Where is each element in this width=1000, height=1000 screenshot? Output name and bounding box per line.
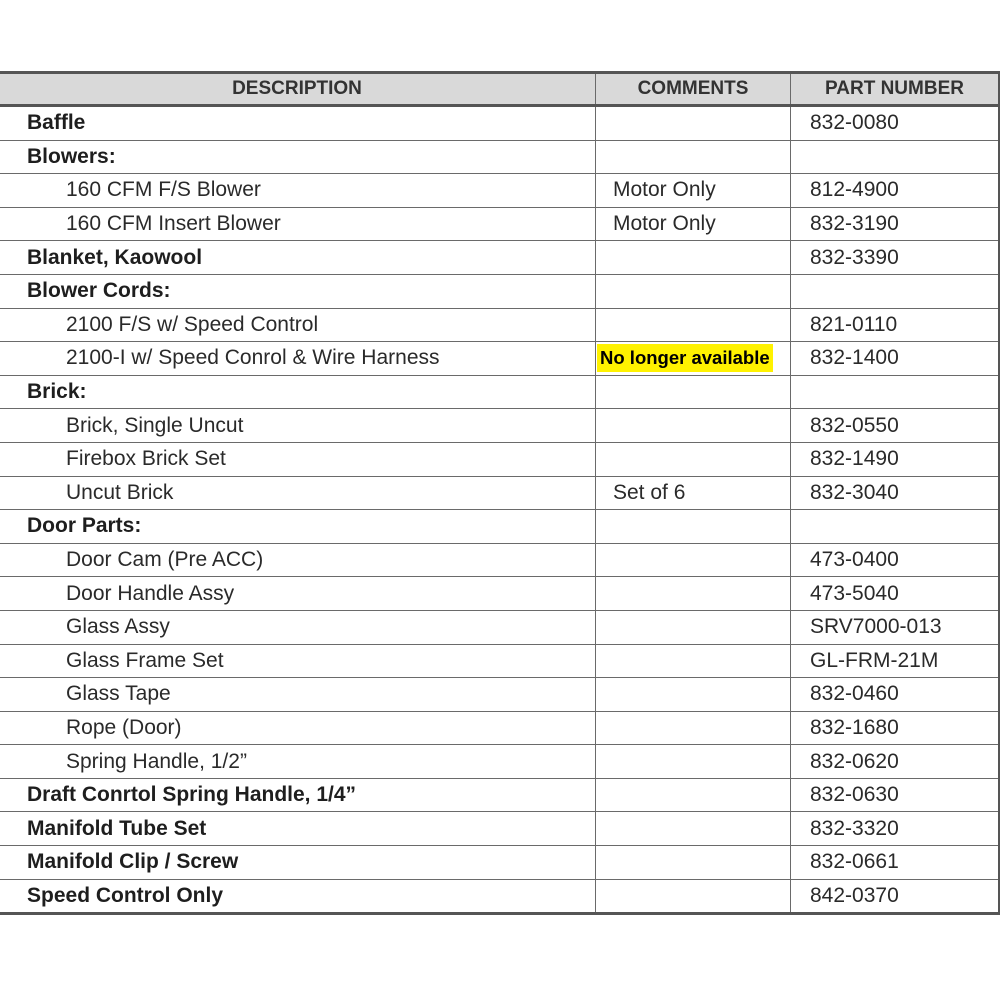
part-number-cell: 832-0550 bbox=[791, 409, 1000, 443]
table-row bbox=[0, 409, 1000, 443]
comments-cell bbox=[596, 711, 791, 745]
comments-cell bbox=[596, 846, 791, 880]
description-cell: Spring Handle, 1/2” bbox=[0, 745, 596, 779]
comments-cell bbox=[596, 745, 791, 779]
part-number-cell bbox=[791, 510, 1000, 544]
part-number-cell bbox=[791, 375, 1000, 409]
table-row bbox=[0, 442, 1000, 476]
description-cell: Glass Tape bbox=[0, 678, 596, 712]
description-cell: Door Handle Assy bbox=[0, 577, 596, 611]
table-row bbox=[0, 207, 1000, 241]
table-row bbox=[0, 879, 1000, 914]
table-row bbox=[0, 241, 1000, 275]
part-number-cell: 832-0661 bbox=[791, 846, 1000, 880]
part-number-cell: GL-FRM-21M bbox=[791, 644, 1000, 678]
table-row bbox=[0, 644, 1000, 678]
comments-cell bbox=[596, 778, 791, 812]
description-cell: Door Parts: bbox=[0, 510, 596, 544]
table-row bbox=[0, 812, 1000, 846]
part-number-cell: 832-1490 bbox=[791, 442, 1000, 476]
comments-cell bbox=[596, 106, 791, 141]
table-row bbox=[0, 274, 1000, 308]
part-number-cell: 473-0400 bbox=[791, 543, 1000, 577]
comments-header: COMMENTS bbox=[596, 73, 791, 106]
comments-cell bbox=[596, 812, 791, 846]
table-row bbox=[0, 577, 1000, 611]
table-row bbox=[0, 106, 1000, 141]
comments-cell bbox=[596, 577, 791, 611]
description-cell: Draft Conrtol Spring Handle, 1/4” bbox=[0, 778, 596, 812]
part-number-cell: 832-1680 bbox=[791, 711, 1000, 745]
part-number-cell: 832-0080 bbox=[791, 106, 1000, 141]
comments-cell bbox=[596, 409, 791, 443]
description-cell: Speed Control Only bbox=[0, 879, 596, 914]
comments-cell bbox=[596, 140, 791, 174]
table-row bbox=[0, 174, 1000, 208]
description-cell: Rope (Door) bbox=[0, 711, 596, 745]
description-cell: Manifold Tube Set bbox=[0, 812, 596, 846]
part-number-header: PART NUMBER bbox=[791, 73, 1000, 106]
table-row bbox=[0, 510, 1000, 544]
comments-cell: Motor Only bbox=[596, 174, 791, 208]
part-number-cell: 832-3040 bbox=[791, 476, 1000, 510]
comments-cell bbox=[596, 375, 791, 409]
description-cell: 160 CFM Insert Blower bbox=[0, 207, 596, 241]
table-row bbox=[0, 711, 1000, 745]
part-number-cell: 832-3190 bbox=[791, 207, 1000, 241]
header-row bbox=[0, 73, 1000, 106]
comments-cell: Motor Only bbox=[596, 207, 791, 241]
table-row bbox=[0, 745, 1000, 779]
comments-cell bbox=[596, 342, 791, 376]
description-cell: Blanket, Kaowool bbox=[0, 241, 596, 275]
part-number-cell: 842-0370 bbox=[791, 879, 1000, 914]
description-cell: 160 CFM F/S Blower bbox=[0, 174, 596, 208]
table-row bbox=[0, 342, 1000, 376]
part-number-cell: 832-3320 bbox=[791, 812, 1000, 846]
table-row bbox=[0, 678, 1000, 712]
description-cell: Brick, Single Uncut bbox=[0, 409, 596, 443]
comments-cell bbox=[596, 678, 791, 712]
comments-cell bbox=[596, 879, 791, 914]
part-number-cell: 832-1400 bbox=[791, 342, 1000, 376]
comments-cell bbox=[596, 543, 791, 577]
description-cell: Door Cam (Pre ACC) bbox=[0, 543, 596, 577]
table-row bbox=[0, 846, 1000, 880]
description-cell: Baffle bbox=[0, 106, 596, 141]
part-number-cell: 832-0620 bbox=[791, 745, 1000, 779]
part-number-cell: 473-5040 bbox=[791, 577, 1000, 611]
description-cell: Manifold Clip / Screw bbox=[0, 846, 596, 880]
part-number-cell: 832-3390 bbox=[791, 241, 1000, 275]
part-number-cell: 832-0630 bbox=[791, 778, 1000, 812]
description-cell: Firebox Brick Set bbox=[0, 442, 596, 476]
description-cell: Blower Cords: bbox=[0, 274, 596, 308]
table-row bbox=[0, 778, 1000, 812]
comments-cell bbox=[596, 510, 791, 544]
part-number-cell: SRV7000-013 bbox=[791, 610, 1000, 644]
highlighted-comment: No longer available bbox=[597, 344, 773, 372]
description-cell: Glass Frame Set bbox=[0, 644, 596, 678]
description-cell: Glass Assy bbox=[0, 610, 596, 644]
parts-table bbox=[0, 71, 1000, 915]
table-row bbox=[0, 610, 1000, 644]
comments-cell bbox=[596, 274, 791, 308]
description-cell: 2100 F/S w/ Speed Control bbox=[0, 308, 596, 342]
comments-cell bbox=[596, 610, 791, 644]
table-row bbox=[0, 375, 1000, 409]
part-number-cell: 812-4900 bbox=[791, 174, 1000, 208]
comments-cell: Set of 6 bbox=[596, 476, 791, 510]
description-header: DESCRIPTION bbox=[0, 73, 596, 106]
description-cell: Uncut Brick bbox=[0, 476, 596, 510]
description-cell: 2100-I w/ Speed Conrol & Wire Harness bbox=[0, 342, 596, 376]
comments-cell bbox=[596, 442, 791, 476]
part-number-cell bbox=[791, 274, 1000, 308]
part-number-cell bbox=[791, 140, 1000, 174]
table-body bbox=[0, 106, 1000, 914]
table-row bbox=[0, 476, 1000, 510]
part-number-cell: 832-0460 bbox=[791, 678, 1000, 712]
table-row bbox=[0, 543, 1000, 577]
description-cell: Blowers: bbox=[0, 140, 596, 174]
comments-cell bbox=[596, 644, 791, 678]
table-row bbox=[0, 308, 1000, 342]
comments-cell bbox=[596, 308, 791, 342]
comments-cell bbox=[596, 241, 791, 275]
description-cell: Brick: bbox=[0, 375, 596, 409]
table-row bbox=[0, 140, 1000, 174]
part-number-cell: 821-0110 bbox=[791, 308, 1000, 342]
